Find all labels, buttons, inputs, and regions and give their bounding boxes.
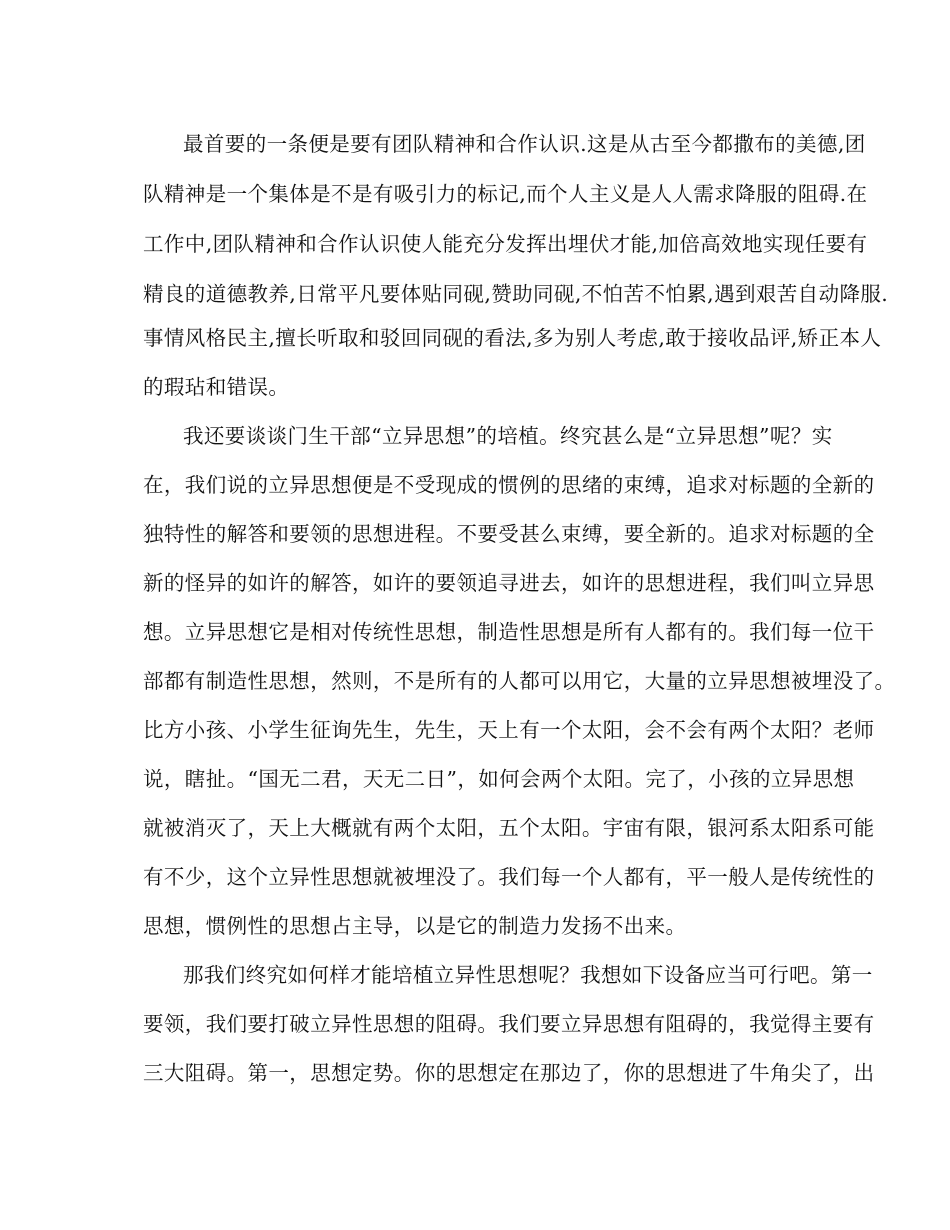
paragraph-1-line-2: 队精神是一个集体是不是有吸引力的标记,而个人主义是人人需求降服的阻碍.在 (143, 182, 868, 206)
paragraph-2-line-2: 在，我们说的立异思想便是不受现成的惯例的思绪的束缚，追求对标题的全新的 (143, 473, 875, 497)
paragraph-2-line-9: 就被消灭了，天上大概就有两个太阳，五个太阳。宇宙有限，银河系太阳系可能 (143, 816, 875, 840)
paragraph-1-line-5: 事情风格民主,擅长听取和驳回同砚的看法,多为别人考虑,敢于接收品评,矫正本人 (143, 326, 882, 350)
paragraph-2-line-4: 新的怪异的如许的解答，如许的要领追寻进去，如许的思想进程，我们叫立异思 (143, 571, 875, 595)
paragraph-2-line-6: 部都有制造性思想，然则，不是所有的人都可以用它，大量的立异思想被埋没了。 (143, 669, 896, 693)
paragraph-2-line-1: 我还要谈谈门生干部“立异思想”的培植。终究甚么是“立异思想”呢？实 (183, 424, 833, 448)
paragraph-3-line-1: 那我们终究如何样才能培植立异性思想呢？我想如下设备应当可行吧。第一 (183, 963, 873, 987)
paragraph-1-line-6: 的瑕玷和错误。 (143, 375, 290, 399)
paragraph-1-line-1: 最首要的一条便是要有团队精神和合作认识.这是从古至今都撒布的美德,团 (183, 132, 866, 156)
paragraph-2-line-3: 独特性的解答和要领的思想进程。不要受甚么束缚，要全新的。追求对标题的全 (143, 522, 875, 546)
paragraph-3-line-2: 要领，我们要打破立异性思想的阻碍。我们要立异思想有阻碍的，我觉得主要有 (143, 1012, 875, 1036)
paragraph-1-line-3: 工作中,团队精神和合作认识使人能充分发挥出埋伏才能,加倍高效地实现任要有 (143, 232, 868, 256)
paragraph-2-line-5: 想。立异思想它是相对传统性思想，制造性思想是所有人都有的。我们每一位干 (143, 620, 875, 644)
paragraph-1-line-4: 精良的道德教养,日常平凡要体贴同砚,赞助同砚,不怕苦不怕累,遇到艰苦自动降服. (143, 282, 889, 306)
paragraph-2-line-7: 比方小孩、小学生征询先生，先生，天上有一个太阳，会不会有两个太阳？老师 (143, 718, 875, 742)
paragraph-3-line-3: 三大阻碍。第一，思想定势。你的思想定在那边了，你的思想进了牛角尖了，出 (143, 1061, 875, 1085)
paragraph-2-line-11: 思想，惯例性的思想占主导，以是它的制造力发扬不出来。 (143, 914, 687, 938)
paragraph-2-line-10: 有不少，这个立异性思想就被埋没了。我们每一个人都有，平一般人是传统性的 (143, 865, 875, 889)
paragraph-2-line-8: 说，瞎扯。“国无二君，天无二日”，如何会两个太阳。完了，小孩的立异思想 (143, 767, 855, 791)
